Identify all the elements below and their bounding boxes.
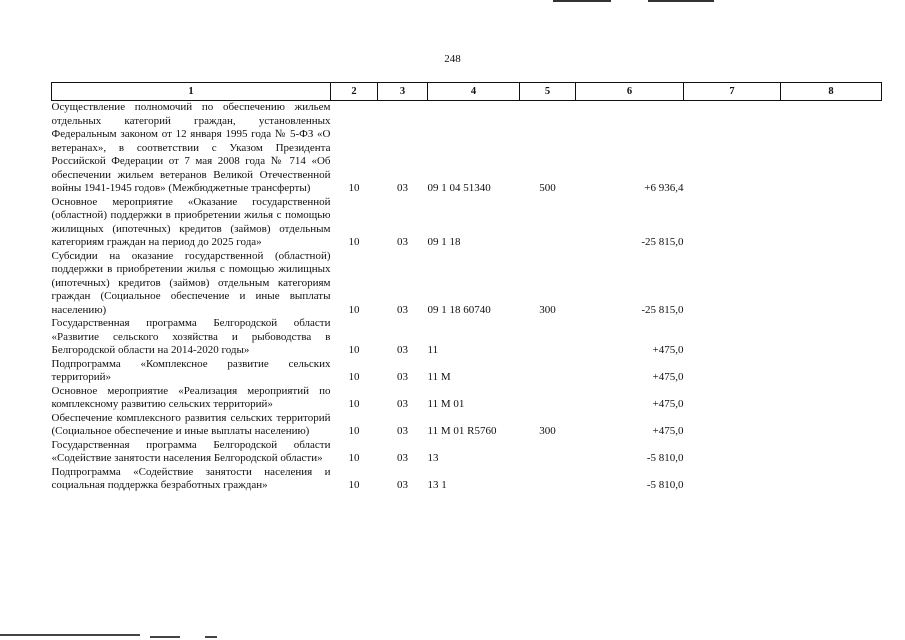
row-col7: [684, 358, 781, 385]
column-header: 7: [684, 83, 781, 101]
row-name: Подпрограмма «Комплексное развитие сельских территорий»: [51, 357, 331, 383]
table-row: [52, 358, 882, 385]
row-name: Основное мероприятие «Реализация мероприятий по комплексному развитию сельских территорий»: [51, 384, 331, 410]
column-header: 5: [520, 83, 576, 101]
row-section: 10: [348, 425, 360, 437]
row-amount: +475,0: [652, 344, 684, 356]
row-target-code: 11: [427, 344, 439, 356]
row-expense-type: [520, 317, 576, 358]
row-amount: -25 815,0: [641, 236, 684, 248]
row-col7: [684, 466, 781, 493]
column-header: 3: [378, 83, 428, 101]
row-subsection: 03: [397, 371, 408, 383]
row-subsection: 03: [397, 236, 408, 248]
row-col7: [684, 412, 781, 439]
row-subsection: 03: [397, 425, 408, 437]
row-section: 10: [348, 236, 360, 248]
row-section: 10: [348, 479, 360, 491]
row-section: 10: [348, 452, 360, 464]
row-section: 10: [348, 182, 360, 194]
row-col7: [684, 250, 781, 318]
row-target-code: 13: [427, 452, 439, 464]
row-col8: [781, 101, 882, 196]
row-col8: [781, 250, 882, 318]
row-col8: [781, 358, 882, 385]
table-row: [52, 250, 882, 318]
row-target-code: 13 1: [427, 479, 447, 491]
row-col8: [781, 439, 882, 466]
row-section: 10: [348, 344, 360, 356]
table-row: [52, 196, 882, 250]
table-row: [52, 101, 882, 196]
row-expense-type: [520, 385, 576, 412]
row-subsection: 03: [397, 344, 408, 356]
row-col8: [781, 385, 882, 412]
scan-top-marks: [0, 0, 905, 4]
row-col8: [781, 317, 882, 358]
scan-bottom-marks: [0, 630, 905, 640]
column-header: 4: [428, 83, 520, 101]
table-row: [52, 317, 882, 358]
row-col7: [684, 196, 781, 250]
row-name: Государственная программа Белгородской области «Развитие сельского хозяйства и рыбоводства в Белгородской области на 2014-2020 годы»: [51, 317, 331, 356]
table-row: [52, 412, 882, 439]
table-row: [52, 439, 882, 466]
row-expense-type: [520, 439, 576, 466]
column-header: 6: [576, 83, 684, 101]
row-expense-type: [520, 466, 576, 493]
row-amount: +475,0: [652, 398, 684, 410]
row-expense-type: 500: [539, 182, 556, 194]
row-name: Осуществление полномочий по обеспечению жильем отдельных категорий граждан, установленных Федеральным законом от 12 января 1995 года № 5-ФЗ «О ветеранах», в соответствии с Указом Президента Российской Федерации от 7 мая 2008 года № 714 «Об обеспечении жильем ветеранов Великой Отечественной войны 1941-1945 годов» (Межбюджетные трансферты): [51, 101, 331, 194]
column-header: 1: [52, 83, 331, 101]
row-amount: -5 810,0: [646, 452, 684, 464]
row-subsection: 03: [397, 182, 408, 194]
row-amount: +475,0: [652, 425, 684, 437]
row-target-code: 09 1 18 60740: [427, 303, 491, 316]
row-target-code: 11 М: [427, 371, 451, 383]
row-subsection: 03: [397, 303, 408, 316]
column-header: 2: [331, 83, 378, 101]
row-expense-type: [520, 196, 576, 250]
budget-table: [51, 82, 882, 493]
row-col7: [684, 385, 781, 412]
page-number: 248: [444, 53, 461, 65]
row-subsection: 03: [397, 398, 408, 410]
row-amount: -25 815,0: [641, 303, 684, 316]
row-expense-type: [520, 358, 576, 385]
row-name: Субсидии на оказание государственной (областной) поддержки в приобретении жилья с помощью жилищных (ипотечных) кредитов (займов) отдельным категориям граждан (Социальное обеспечение и иные выплаты населению): [51, 249, 331, 316]
row-name: Основное мероприятие «Оказание государственной (областной) поддержки в приобретении жилья с помощью жилищных (ипотечных) кредитов (займов) отдельным категориям граждан на период до 2025 года»: [51, 195, 331, 248]
row-section: 10: [348, 398, 360, 410]
row-section: 10: [348, 303, 360, 316]
row-section: 10: [348, 371, 360, 383]
row-target-code: 09 1 04 51340: [427, 182, 491, 194]
row-col7: [684, 439, 781, 466]
row-col7: [684, 101, 781, 196]
column-header: 8: [781, 83, 882, 101]
row-name: Обеспечение комплексного развития сельских территорий (Социальное обеспечение и иные выплаты населению): [51, 411, 331, 437]
table-header-row: [52, 83, 882, 101]
row-name: Государственная программа Белгородской области «Содействие занятости населения Белгородской области»: [51, 438, 331, 464]
row-target-code: 11 М 01 R5760: [427, 425, 497, 437]
row-expense-type: 300: [539, 303, 556, 316]
row-col8: [781, 412, 882, 439]
row-name: Подпрограмма «Содействие занятости населения и социальная поддержка безработных граждан»: [51, 465, 331, 491]
row-col8: [781, 196, 882, 250]
row-col8: [781, 466, 882, 493]
row-target-code: 09 1 18: [427, 236, 461, 248]
table-row: [52, 385, 882, 412]
row-expense-type: 300: [539, 425, 556, 437]
row-col7: [684, 317, 781, 358]
row-subsection: 03: [397, 452, 408, 464]
table-row: [52, 466, 882, 493]
row-amount: +6 936,4: [644, 182, 684, 194]
row-amount: +475,0: [652, 371, 684, 383]
row-target-code: 11 М 01: [427, 398, 465, 410]
row-subsection: 03: [397, 479, 408, 491]
row-amount: -5 810,0: [646, 479, 684, 491]
